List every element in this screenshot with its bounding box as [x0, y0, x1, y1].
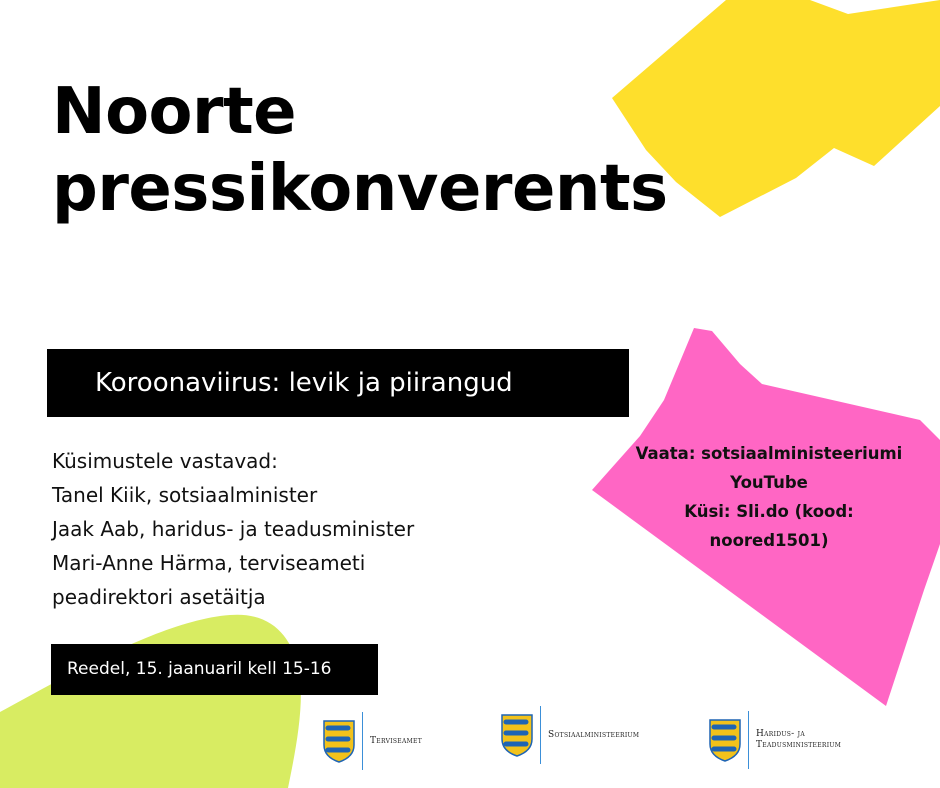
date-banner: Reedel, 15. jaanuaril kell 15-16	[51, 644, 378, 695]
info-box	[618, 439, 920, 555]
logo-label-line: Terviseamet	[370, 735, 423, 746]
logo-divider	[540, 706, 541, 764]
info-line: YouTube	[730, 473, 808, 492]
coat-of-arms-icon	[500, 713, 534, 757]
logo-label-line: Teadusministeerium	[756, 740, 842, 750]
logo-divider	[748, 711, 749, 769]
speaker-line: peadirektori asetäitja	[52, 585, 266, 609]
info-line: Vaata: sotsiaalministeeriumi	[635, 444, 903, 463]
logo-label	[548, 730, 639, 741]
page-title	[52, 74, 668, 228]
speaker-line: Mari-Anne Härma, terviseameti	[52, 551, 366, 575]
coat-of-arms-icon	[708, 718, 742, 762]
logo-label-line: Sotsiaalministeerium	[548, 729, 640, 740]
title-line-2: pressikonverents	[52, 152, 668, 226]
speaker-line: Jaak Aab, haridus- ja teadusminister	[52, 517, 415, 541]
title-line-1: Noorte	[52, 75, 297, 149]
green-shape	[0, 615, 301, 788]
logo-sotsiaalministeerium	[500, 706, 639, 764]
logo-divider	[362, 712, 363, 770]
coat-of-arms-icon	[322, 719, 356, 763]
logo-label	[370, 736, 422, 747]
info-line: noored1501)	[709, 531, 829, 550]
subtitle-banner: Koroonaviirus: levik ja piirangud	[47, 349, 629, 417]
logo-terviseamet	[322, 712, 422, 770]
speakers-heading: Küsimustele vastavad:	[52, 449, 278, 473]
speakers-list	[52, 444, 414, 614]
logo-label	[756, 729, 841, 751]
info-line: Küsi: Sli.do (kood:	[684, 502, 854, 521]
logo-haridus-ja-teadusministeerium	[708, 711, 841, 769]
speaker-line: Tanel Kiik, sotsiaalminister	[52, 483, 318, 507]
logo-label-line: Haridus- ja	[756, 729, 805, 739]
